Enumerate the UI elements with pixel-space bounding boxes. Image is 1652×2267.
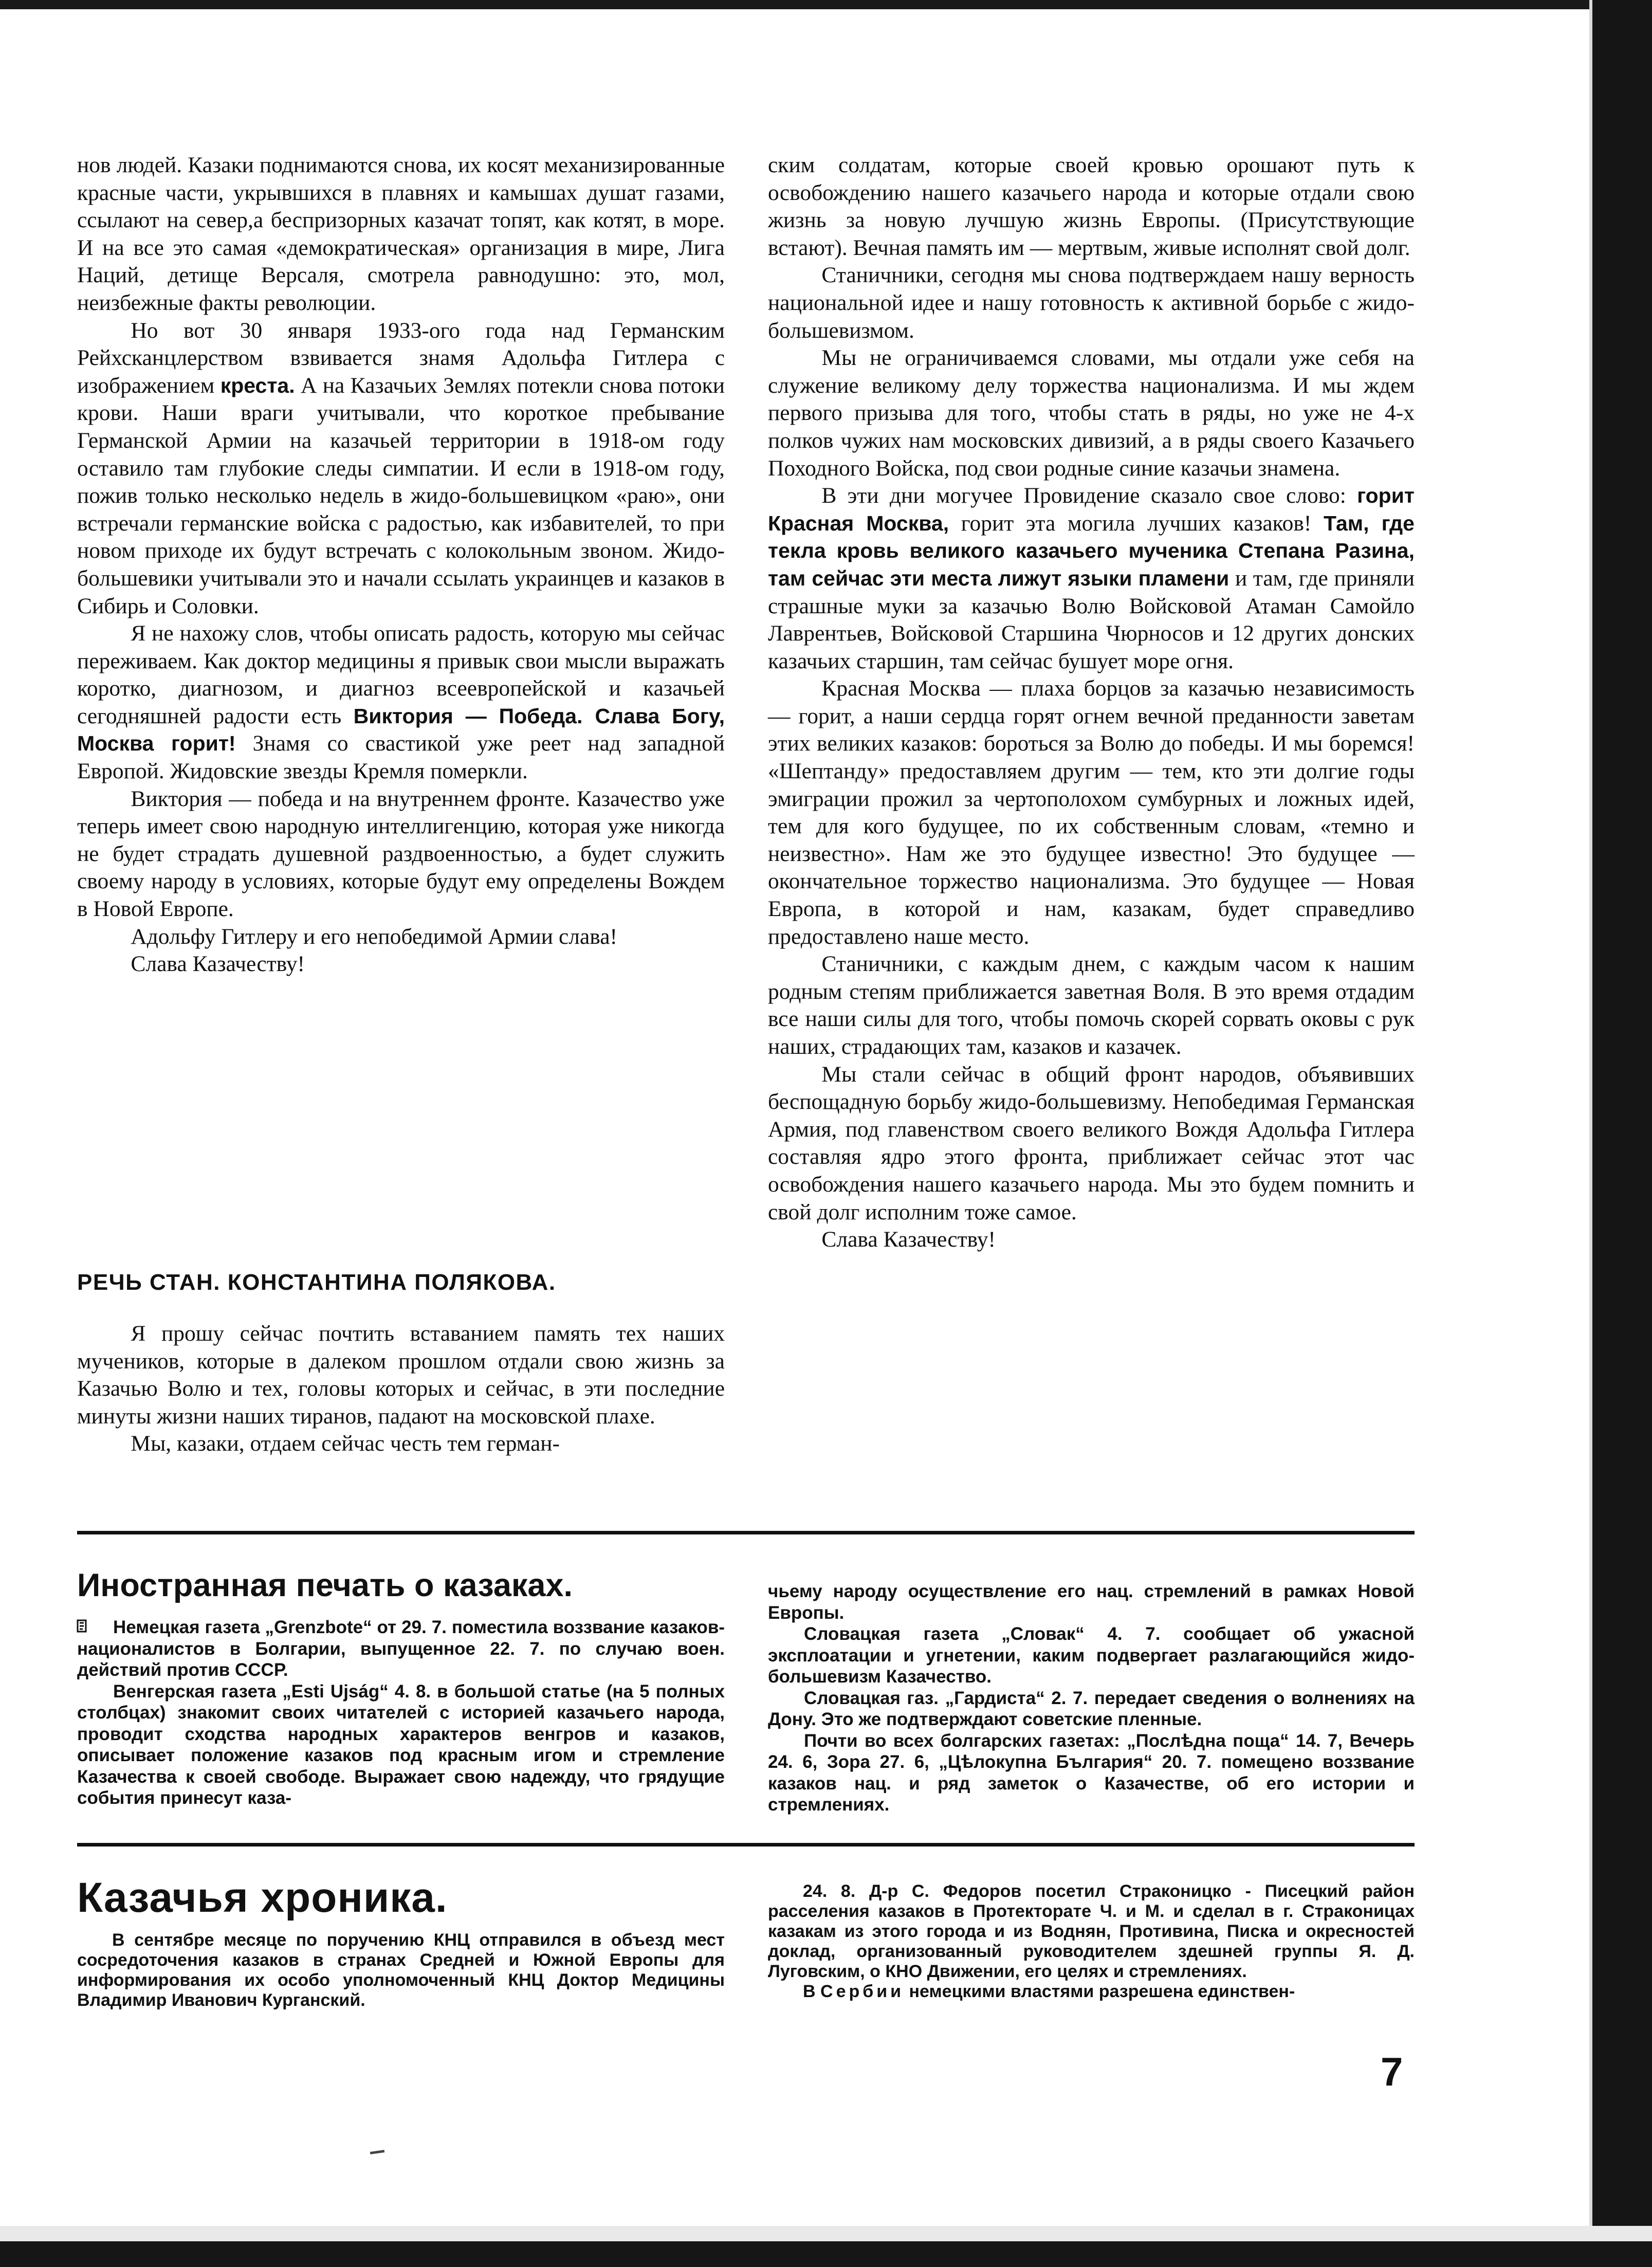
news-item: Почти во всех болгарских газетах: „Послѣдна поща“ 14. 7, Вечерь 24. 6, Зора 27. 6, „Цѣлокупна България“ 20. 7. помещено воззвание казаков нац. и ряд заметок о Казачестве, об его истории и стремлениях. <box>768 1730 1415 1815</box>
foreign-press-right <box>768 1581 1415 1816</box>
paragraph: Мы, казаки, отдаем сейчас честь тем герман- <box>131 1431 560 1456</box>
news-item: чьему народу осуществление его нац. стремлений в рамках Новой Европы. <box>768 1581 1415 1623</box>
scan-border-top <box>0 0 1652 9</box>
scan-smudge <box>370 2150 384 2154</box>
paragraph: Виктория — победа и на внутреннем фронте. Казачество уже теперь имеет свою народную интеллигенцию, которая уже никогда не будет страдать душевной раздвоенностью, а будет служить своему народу в условиях, которые будут ему определены Вождем в Новой Европе. <box>77 786 725 922</box>
foreign-press-heading: Иностранная печать о казаках. <box>77 1567 573 1603</box>
news-item: В сентябре месяце по поручению КНЦ отправился в объезд мест сосредоточения казаков в странах Средней и Южной Европы для информирования их особо уполномоченный КНЦ Доктор Медицины Владимир Иванович Курганский. <box>77 1930 725 2010</box>
paragraph: В эти дни могучее Провидение сказало свое слово: горит Красная Москва, горит эта могила лучших казаков! Там, где текла кровь великого казачьего мученика Степана Разина, там сейчас эти места лижут языки пламени и там, где приняли страшные муки за казачью Волю Войсковой Атаман Самойло Лаврентьев, Войсковой Старшина Чюрносов и 12 других донских казачьих старшин, там сейчас бушует море огня. <box>768 483 1415 673</box>
news-item: Венгерская газета „Esti Ujság“ 4. 8. в большой статье (на 5 полных столбцах) знакомит своих читателей с историей казачьего народа, проводит сходства народных характеров венгров и казаков, описывает положение казаков под красным игом и стремление Казачества к своей свободе. Выражает свою надежду, что грядущие события принесут каза- <box>77 1681 725 1808</box>
news-item: Немецкая газета „Grenzbote“ от 29. 7. поместила воззвание казаков-националистов в Болгарии, выпущенное 22. 7. по случаю воен. действий против СССР. <box>77 1617 725 1680</box>
closing-line: Слава Казачеству! <box>131 952 305 977</box>
foreign-press-left <box>77 1617 725 1809</box>
paragraph: Станичники, сегодня мы снова подтверждаем нашу верность национальной идее и нашу готовность к активной борьбе с жидо-большевизмом. <box>768 263 1415 343</box>
right-column-article <box>768 152 1415 1254</box>
speech-heading: РЕЧЬ СТАН. КОНСТАНТИНА ПОЛЯКОВА. <box>77 1270 556 1295</box>
paragraph: Но вот 30 января 1933-ого года над Германским Рейхсканцлерством взвивается знамя Адольфа Гитлера с изображением креста. А на Казачьих Землях потекли снова потоки крови. Наши враги учитывали, что короткое пребывание Германской Армии на казачьей территории в 1918-ом году оставило там глубокие следы симпатии. И если в 1918-ом году, пожив только несколько недель в жидо-большевицком «раю», они встречали германские войска с радостью, как избавителей, то при новом приходе их будут встречать с колокольным звоном. Жидо-большевики учитывали это и начали ссылать украинцев и казаков в Сибирь и Соловки. <box>77 318 725 618</box>
speech-left-column <box>77 1320 725 1458</box>
page-number: 7 <box>1381 2049 1403 2094</box>
paragraph: Я прошу сейчас почтить вставанием память тех наших мучеников, которые в далеком прошлом отдали свою жизнь за Казачью Волю и тех, головы которых и сейчас, в эти последние минуты жизни наших тиранов, падают на московской плахе. <box>77 1321 725 1429</box>
left-column-article <box>77 152 725 978</box>
news-item: Словацкая газ. „Гардиста“ 2. 7. передает сведения о волнениях на Дону. Это же подтверждают советские пленные. <box>768 1688 1415 1729</box>
news-item: В Сербии немецкими властями разрешена единствен- <box>803 1982 1295 2001</box>
news-item: 24. 8. Д-р С. Федоров посетил Страконицко - Писецкий район расселения казаков в Протекторате Ч. и М. и сделал в г. Страконицах казакам из этого города и из Воднян, Противина, Писка и окресностей доклад, организованный руководителем здешней группы Я. Д. Луговским, о КНО Движении, его целях и стремлениях. <box>768 1881 1415 1981</box>
paragraph: Мы стали сейчас в общий фронт народов, объявивших беспощадную борьбу жидо-большевизму. Непобедимая Германская Армия, под главенством своего великого Вождя Адольфа Гитлера составляя ядро этого фронта, приближает сейчас этот час освобождения нашего казачьего народа. Мы это будем помнить и свой долг исполним тоже самое. <box>768 1062 1415 1224</box>
news-item: Словацкая газета „Словак“ 4. 7. сообщает об ужасной эксплоатации и угнетении, каким подвергает разлагающийся жидо-большевизм Казачество. <box>768 1624 1415 1687</box>
paragraph: Адольфу Гитлеру и его непобедимой Армии слава! <box>131 924 618 949</box>
scan-border-right <box>1589 0 1652 2267</box>
chronicle-left <box>77 1930 725 2010</box>
paragraph: Станичники, с каждым днем, с каждым часом к нашим родным степям приближается заветная Воля. В это время отдадим все наши силы для того, чтобы помочь скорей сорвать оковы с рук наших, страдающих там, казаков и казачек. <box>768 952 1415 1059</box>
scan-border-bottom <box>0 2226 1652 2267</box>
chronicle-heading: Казачья хроника. <box>77 1874 448 1921</box>
paragraph: нов людей. Казаки поднимаются снова, их косят механизированные красные части, укрывшихся в плавнях и камышах душат газами, ссылают на север,а беспризорных казачат топят, как котят, в море. И на все это самая «демократическая» организация в мире, Лига Наций, детище Версаля, смотрела равнодушно: это, мол, неизбежные факты революции. <box>77 153 725 315</box>
paragraph: Красная Москва — плаха борцов за казачью независимость — горит, а наши сердца горят огнем вечной преданности заветам этих великих казаков: бороться за Волю до победы. И мы боремся! «Шептанду» предоставляем другим — тем, кто эти долгие годы эмиграции прожил за чертополохом сумбурных и ложных идей, тем для кого будущее, по их собственным словам, «темно и неизвестно». Нам же это будущее известно! Это будущее — окончательное торжество национализма. Это будущее — Новая Европа, в которой и нам, казакам, будет справедливо предоставлено наше место. <box>768 676 1415 949</box>
closing-line: Слава Казачеству! <box>821 1227 996 1252</box>
section-divider <box>77 1843 1415 1846</box>
chronicle-right <box>768 1881 1415 2002</box>
paragraph: Мы не ограничиваемся словами, мы отдали уже себя на служение великому делу торжества национализма. И мы ждем первого призыва для того, чтобы стать в ряды, но уже не 4-х полков чужих нам московских дивизий, а в ряды своего Казачьего Походного Войска, под свои родные синие казачьи знамена. <box>768 345 1415 481</box>
paragraph: ским солдатам, которые своей кровью орошают путь к освобождению нашего казачьего народа и которые отдали свою жизнь за новую лучшую жизнь Европы. (Присутствующие встают). Вечная память им — мертвым, живые исполнят свой долг. <box>768 153 1415 260</box>
section-divider <box>77 1531 1415 1534</box>
paragraph: Я не нахожу слов, чтобы описать радость, которую мы сейчас переживаем. Как доктор медицины я привык свои мысли выражать коротко, диагнозом, и диагноз всеевропейской и казачьей сегодняшней радости есть Виктория — Победа. Слава Богу, Москва горит! Знамя со свастикой уже реет над западной Европой. Жидовские звезды Кремля померкли. <box>77 621 725 784</box>
